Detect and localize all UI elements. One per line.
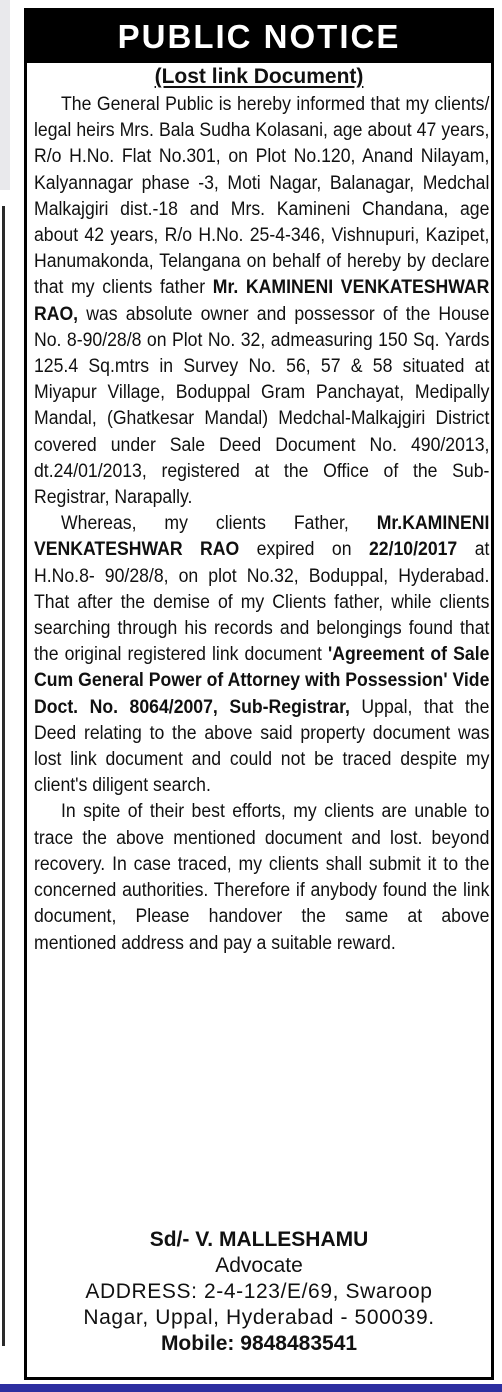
p1-text-1: The General Public is hereby informed that my clients/ legal heirs Mrs. Bala Sudha Kolasani, age about 47 years, R/o H.No. Flat No.301, on Plot No.120, Anand Nilayam, Kalyannagar phase -3, Moti Nagar, Balanagar, Medchal Malkajgiri dist.-18 and Mrs. Kamineni Chandana, age about 42 years, R/o H.No. 25-4-346, Vishnupuri, Kazipet, Hanumakonda, Telangana on behalf of hereby by declare that my clients father xyxy=(34,93,490,299)
p1-text-2: was absolute owner and possessor of the House No. 8-90/28/8 on Plot No. 32, admeasuring 150 Sq. Yards 125.4 Sq.mtrs in Survey No. 56, 57 & 58 situated at Miyapur Village, Boduppal Gram Panchayat, Medipally Mandal, (Ghatkesar Mandal) Medchal-Malkajgiri District covered under Sale Deed Document No. 490/2013, dt.24/01/2013, registered at the Office of the Sub-Registrar, Narapally. xyxy=(34,302,490,509)
notice-body xyxy=(34,91,489,956)
paragraph-3: In spite of their best efforts, my clients are unable to trace the above mentioned document and lost. beyond recovery. In case traced, my clients shall submit it to the concerned authorities. Therefore if anybody found the link document, Please handover the same at above mentioned address and pay a suitable reward. xyxy=(34,800,490,954)
public-notice-box xyxy=(24,8,494,1380)
column-divider xyxy=(2,206,5,1346)
paragraph-1 xyxy=(34,91,489,510)
address-line-1: ADDRESS: 2-4-123/E/69, Swaroop xyxy=(85,1280,433,1303)
notice-subtitle xyxy=(27,64,491,90)
p2-bold-document: 'Agreement of Sale Cum General Power of Attorney with Possession' Vide Doct. No. 8064/2007, Sub-Registrar, xyxy=(34,643,490,718)
address-line-2: Nagar, Uppal, Hyderabad - 500039. xyxy=(83,1306,435,1329)
p2-bold-date: 22/10/2017 xyxy=(368,538,458,561)
adjacent-column-shade xyxy=(0,0,10,190)
notice-subtitle-text: (Lost link Document) xyxy=(154,65,364,88)
p2-text-3: at H.No.8- 90/28/8, on plot No.32, Boduppal, Hyderabad. That after the demise of my Clients father, while clients searching through his records and belongings found that the original registered link document xyxy=(34,538,490,666)
advocate-name: Sd/- V. MALLESHAMU xyxy=(149,1228,369,1251)
signature-block xyxy=(27,1227,491,1357)
mobile-number: Mobile: 9848483541 xyxy=(160,1332,358,1355)
notice-title: PUBLIC NOTICE xyxy=(27,11,491,63)
p2-text-1: Whereas, my clients Father, xyxy=(61,512,377,535)
adjacent-column-edge xyxy=(0,0,10,1392)
advocate-role: Advocate xyxy=(215,1254,303,1277)
p2-bold-name: Mr.KAMINENI VENKATESHWAR RAO xyxy=(34,512,490,561)
p2-text-2: expired on xyxy=(239,538,369,561)
p2-text-4: Uppal, that the Deed relating to the above said property document was lost link document and could not be traced despite my client's diligent search. xyxy=(34,695,490,797)
p1-bold-name: Mr. KAMINENI VENKATESHWAR RAO, xyxy=(34,276,490,325)
paragraph-2 xyxy=(34,510,489,798)
bottom-border xyxy=(0,1384,502,1392)
